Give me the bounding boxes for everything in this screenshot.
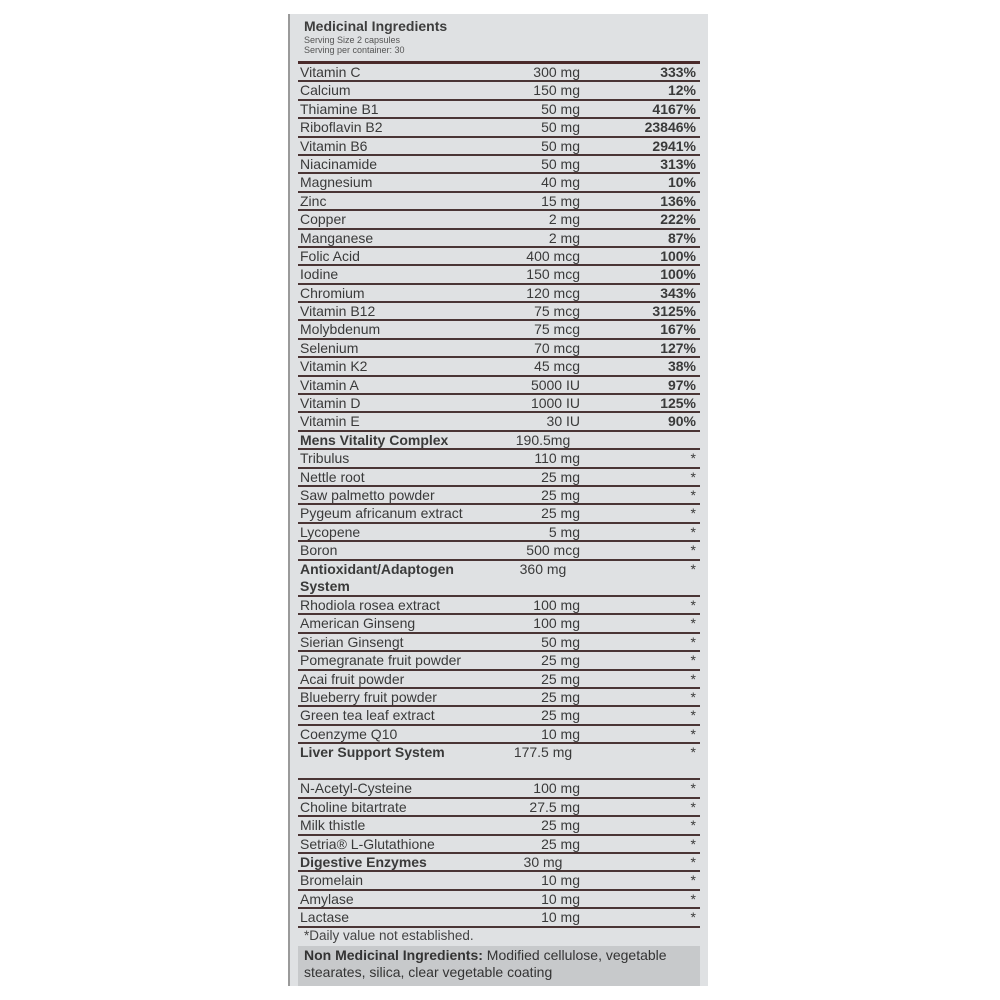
ingredient-row <box>298 230 700 248</box>
ingredient-amount: 75 mcg <box>534 303 580 320</box>
ingredient-name: Green tea leaf extract <box>300 707 435 724</box>
ingredient-amount: 10 mg <box>541 890 580 907</box>
ingredient-name: Acai fruit powder <box>300 670 405 687</box>
ingredient-row <box>298 542 700 560</box>
ingredient-amount: 150 mg <box>533 82 580 99</box>
daily-value-percent: * <box>690 505 696 522</box>
ingredient-amount: 25 mg <box>541 486 580 503</box>
ingredient-amount: 75 mcg <box>534 321 580 338</box>
ingredient-row <box>298 652 700 670</box>
ingredient-name: Lycopene <box>300 523 361 540</box>
non-medicinal-label: Non Medicinal Ingredients: <box>304 947 483 963</box>
ingredient-amount: 300 mg <box>533 64 580 80</box>
ingredient-name: Thiamine B1 <box>300 100 379 117</box>
daily-value-percent: * <box>690 670 696 687</box>
daily-value-percent: 100% <box>660 266 696 283</box>
ingredient-row <box>298 285 700 303</box>
ingredient-name: Rhodiola rosea extract <box>300 596 441 613</box>
daily-value-percent: 2941% <box>652 137 696 154</box>
daily-value-percent: 333% <box>660 64 696 80</box>
daily-value-percent: * <box>690 798 696 815</box>
ingredient-name: Lactase <box>300 909 350 926</box>
ingredient-name: Copper <box>300 211 346 228</box>
ingredient-row <box>298 597 700 615</box>
ingredient-name: Blueberry fruit powder <box>300 688 437 705</box>
ingredient-name: Manganese <box>300 229 374 246</box>
ingredient-amount: 500 mcg <box>526 542 580 559</box>
ingredient-row <box>298 634 700 652</box>
ingredient-row <box>298 119 700 137</box>
daily-value-percent: 23846% <box>644 119 696 136</box>
servings-per-container: Serving per container: 30 <box>304 45 405 55</box>
ingredient-row <box>298 671 700 689</box>
daily-value-percent: 222% <box>660 211 696 228</box>
daily-value-percent: * <box>690 523 696 540</box>
daily-value-percent: * <box>690 652 696 669</box>
daily-value-percent: * <box>690 615 696 632</box>
daily-value-percent: 12% <box>667 82 696 99</box>
ingredient-name: Niacinamide <box>300 155 378 172</box>
ingredient-row <box>298 340 700 358</box>
ingredient-amount: 50 mg <box>541 119 580 136</box>
ingredient-row <box>298 615 700 633</box>
daily-value-percent: * <box>690 688 696 705</box>
daily-value-percent: * <box>690 486 696 503</box>
ingredient-name: Vitamin B12 <box>300 303 376 320</box>
ingredient-group-row <box>298 854 700 872</box>
daily-value-percent: 125% <box>660 395 696 412</box>
ingredient-name: Tribulus <box>300 450 350 467</box>
ingredient-name: Setria® L-Glutathione <box>300 835 435 852</box>
ingredient-row <box>298 193 700 211</box>
ingredient-name: Vitamin E <box>300 413 360 430</box>
ingredient-name: Pomegranate fruit powder <box>300 652 462 669</box>
ingredient-name: Coenzyme Q10 <box>300 725 398 742</box>
ingredient-group-row <box>298 561 700 597</box>
ingredient-amount: 27.5 mg <box>529 798 580 815</box>
supplement-facts-panel <box>288 14 708 986</box>
ingredient-name: Chromium <box>300 284 365 301</box>
ingredient-name: Milk thistle <box>300 817 366 834</box>
ingredient-name: Folic Acid <box>300 247 360 264</box>
ingredient-row <box>298 266 700 284</box>
ingredient-amount: 10 mg <box>541 872 580 889</box>
ingredient-name: Saw palmetto powder <box>300 486 435 503</box>
daily-value-percent: 136% <box>660 192 696 209</box>
daily-value-percent: * <box>690 909 696 926</box>
ingredient-name: Liver Support System <box>300 744 445 761</box>
ingredient-amount: 1000 IU <box>530 395 580 412</box>
daily-value-percent: * <box>690 872 696 889</box>
non-medicinal-text: Modified cellulose, vegetable stearates, silica, clear vegetable coating <box>304 947 667 980</box>
ingredient-name: Pygeum africanum extract <box>300 505 463 522</box>
ingredient-amount: 10 mg <box>541 725 580 742</box>
ingredient-row <box>298 413 700 431</box>
daily-value-percent: * <box>690 854 696 871</box>
ingredient-row <box>298 174 700 192</box>
ingredient-row <box>298 799 700 817</box>
daily-value-percent: 4167% <box>652 100 696 117</box>
ingredient-amount: 45 mcg <box>534 358 580 375</box>
daily-value-percent: 90% <box>667 413 696 430</box>
daily-value-percent: * <box>690 707 696 724</box>
daily-value-percent: 167% <box>660 321 696 338</box>
ingredient-row <box>298 321 700 339</box>
ingredient-amount: 120 mcg <box>526 284 580 301</box>
ingredient-amount: 25 mg <box>541 835 580 852</box>
ingredient-row <box>298 909 700 927</box>
daily-value-percent: * <box>690 596 696 613</box>
ingredient-amount: 10 mg <box>541 909 580 926</box>
ingredient-amount: 100 mg <box>533 596 580 613</box>
ingredient-row <box>298 469 700 487</box>
ingredient-row <box>298 248 700 266</box>
ingredient-amount: 50 mg <box>541 633 580 650</box>
ingredient-name: Vitamin B6 <box>300 137 368 154</box>
ingredient-row <box>298 138 700 156</box>
ingredient-amount: 5000 IU <box>530 376 580 393</box>
ingredient-row <box>298 689 700 707</box>
ingredient-name: Vitamin A <box>300 376 359 393</box>
ingredient-name: Vitamin D <box>300 395 361 412</box>
ingredient-amount: 25 mg <box>541 707 580 724</box>
ingredient-amount: 40 mg <box>541 174 580 191</box>
ingredient-amount: 50 mg <box>541 155 580 172</box>
non-medicinal-ingredients <box>298 946 700 986</box>
ingredient-amount: 15 mg <box>541 192 580 209</box>
ingredient-table <box>298 64 700 928</box>
ingredient-amount: 25 mg <box>541 688 580 705</box>
ingredient-row <box>298 82 700 100</box>
ingredient-amount: 150 mcg <box>526 266 580 283</box>
ingredient-amount: 110 mg <box>534 450 580 467</box>
ingredient-amount: 177.5 mg <box>513 744 573 761</box>
ingredient-row <box>298 872 700 890</box>
daily-value-percent: 97% <box>667 376 696 393</box>
ingredient-row <box>298 377 700 395</box>
ingredient-amount: 2 mg <box>548 211 580 228</box>
ingredient-row <box>298 303 700 321</box>
daily-value-percent: * <box>690 780 696 797</box>
ingredient-name: Zinc <box>300 192 327 209</box>
ingredient-name: Antioxidant/Adaptogen System <box>300 560 454 594</box>
ingredient-name: Boron <box>300 542 338 559</box>
ingredient-name: Riboflavin B2 <box>300 119 383 136</box>
ingredient-name: N-Acetyl-Cysteine <box>300 780 413 797</box>
ingredient-amount: 25 mg <box>541 652 580 669</box>
ingredient-row <box>298 450 700 468</box>
ingredient-name: Mens Vitality Complex <box>300 431 449 448</box>
daily-value-percent: 100% <box>660 247 696 264</box>
daily-value-percent: * <box>690 890 696 907</box>
ingredient-group-row <box>298 432 700 450</box>
daily-value-percent: * <box>690 542 696 559</box>
ingredient-row <box>298 780 700 798</box>
ingredient-row <box>298 395 700 413</box>
ingredient-name: Bromelain <box>300 872 364 889</box>
ingredient-row <box>298 726 700 744</box>
ingredient-name: Choline bitartrate <box>300 798 407 815</box>
ingredient-amount: 25 mg <box>541 670 580 687</box>
facts-header <box>304 17 704 55</box>
daily-value-percent: * <box>690 468 696 485</box>
facts-title: Medicinal Ingredients <box>304 18 448 34</box>
daily-value-percent: * <box>690 744 696 761</box>
ingredient-name: Magnesium <box>300 174 373 191</box>
ingredient-row <box>298 64 700 82</box>
ingredient-row <box>298 358 700 376</box>
daily-value-percent: 127% <box>660 339 696 356</box>
ingredient-row <box>298 156 700 174</box>
ingredient-name: Molybdenum <box>300 321 381 338</box>
daily-value-percent: 87% <box>667 229 696 246</box>
ingredient-name: Sierian Ginsengt <box>300 633 404 650</box>
daily-value-percent: * <box>690 835 696 852</box>
daily-value-percent: * <box>690 450 696 467</box>
daily-value-percent: 313% <box>660 155 696 172</box>
ingredient-name: Amylase <box>300 890 354 907</box>
ingredient-amount: 50 mg <box>541 100 580 117</box>
ingredient-amount: 400 mcg <box>526 247 580 264</box>
ingredient-row <box>298 505 700 523</box>
ingredient-row <box>298 524 700 542</box>
daily-value-percent: 343% <box>660 284 696 301</box>
ingredient-name: Digestive Enzymes <box>300 854 427 871</box>
ingredient-amount: 5 mg <box>548 523 580 540</box>
ingredient-amount: 100 mg <box>533 615 580 632</box>
ingredient-amount: 30 IU <box>546 413 580 430</box>
ingredient-name: Iodine <box>300 266 339 283</box>
daily-value-percent: 38% <box>667 358 696 375</box>
ingredient-amount: 2 mg <box>548 229 580 246</box>
daily-value-percent: * <box>690 817 696 834</box>
daily-value-percent: 10% <box>667 174 696 191</box>
ingredient-amount: 100 mg <box>533 780 580 797</box>
ingredient-amount: 25 mg <box>541 468 580 485</box>
ingredient-amount: 25 mg <box>541 505 580 522</box>
daily-value-footnote: *Daily value not established. <box>304 928 474 943</box>
ingredient-name: Vitamin C <box>300 64 361 80</box>
ingredient-amount: 70 mcg <box>534 339 580 356</box>
ingredient-row <box>298 707 700 725</box>
ingredient-amount: 360 mg <box>519 560 567 577</box>
ingredient-name: American Ginseng <box>300 615 416 632</box>
ingredient-name: Selenium <box>300 339 359 356</box>
ingredient-name: Nettle root <box>300 468 365 485</box>
ingredient-name: Vitamin K2 <box>300 358 368 375</box>
ingredient-amount: 50 mg <box>541 137 580 154</box>
ingredient-amount: 25 mg <box>541 817 580 834</box>
daily-value-percent: * <box>690 725 696 742</box>
ingredient-row <box>298 891 700 909</box>
ingredient-row <box>298 101 700 119</box>
ingredient-row <box>298 211 700 229</box>
serving-size: Serving Size 2 capsules <box>304 35 401 45</box>
daily-value-percent: * <box>690 560 696 577</box>
ingredient-group-row <box>298 744 700 780</box>
ingredient-row <box>298 487 700 505</box>
daily-value-percent: 3125% <box>652 303 696 320</box>
ingredient-amount: 30 mg <box>523 854 563 871</box>
ingredient-name: Calcium <box>300 82 351 99</box>
daily-value-percent: * <box>690 633 696 650</box>
ingredient-amount: 190.5mg <box>515 431 571 448</box>
ingredient-row <box>298 836 700 854</box>
ingredient-row <box>298 817 700 835</box>
